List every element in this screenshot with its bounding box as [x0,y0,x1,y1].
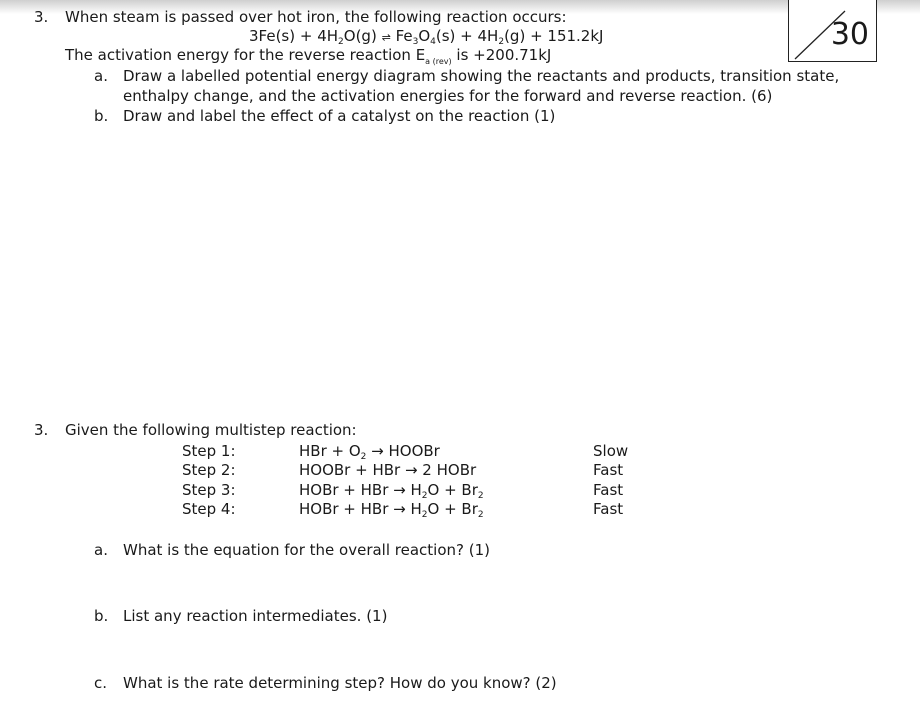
part-letter: c. [94,674,108,692]
reaction-equation: $3Fe(s) + 4H_2O(g)$ ⇌ $Fe_3O_4(s) + 4H_2(g) + 151.2kJ$ [249,27,604,47]
step-label: Step 3: [182,481,236,499]
part-letter: a. [94,541,108,559]
part-letter: a. [94,67,108,85]
step-label: Step 2: [182,461,236,479]
step-equation: HOBr + HBr → $H_2O + Br_2$ [299,481,484,501]
activation-energy-statement: The activation energy for the reverse reaction $E_a$ $_{(rev)}$ is +200.71kJ [65,46,552,66]
step-equation: HOBr + HBr → $H_2O + Br_2$ [299,500,484,520]
total-score: 30 [830,17,869,52]
part-b-text: Draw and label the effect of a catalyst on the reaction (1) [123,107,556,125]
rate-determining-step-question: What is the rate determining step? How do you know? (2) [123,674,557,692]
question-intro: When steam is passed over hot iron, the following reaction occurs: [65,8,567,26]
step-equation: HOOBr + HBr → 2 HOBr [299,461,477,479]
question-number: 3. [34,421,49,439]
part-a-text-line1: Draw a labelled potential energy diagram showing the reactants and products, transition state, [123,67,840,85]
part-letter: b. [94,607,109,625]
step-equation: HBr + $O_2$ → HOOBr [299,442,440,462]
step-speed: Fast [593,461,624,479]
part-a-text-line2: enthalpy change, and the activation energies for the forward and reverse reaction. (6) [123,87,773,105]
step-speed: Fast [593,500,624,518]
step-speed: Fast [593,481,624,499]
part-letter: b. [94,107,109,125]
step-speed: Slow [593,442,629,460]
question-number: 3. [34,8,49,26]
intermediates-question: List any reaction intermediates. (1) [123,607,388,625]
overall-equation-question: What is the equation for the overall reaction? (1) [123,541,491,559]
question-intro: Given the following multistep reaction: [65,421,357,439]
equilibrium-arrow: ⇌ [381,31,391,44]
step-label: Step 4: [182,500,236,518]
score-box [788,0,877,62]
step-label: Step 1: [182,442,236,460]
